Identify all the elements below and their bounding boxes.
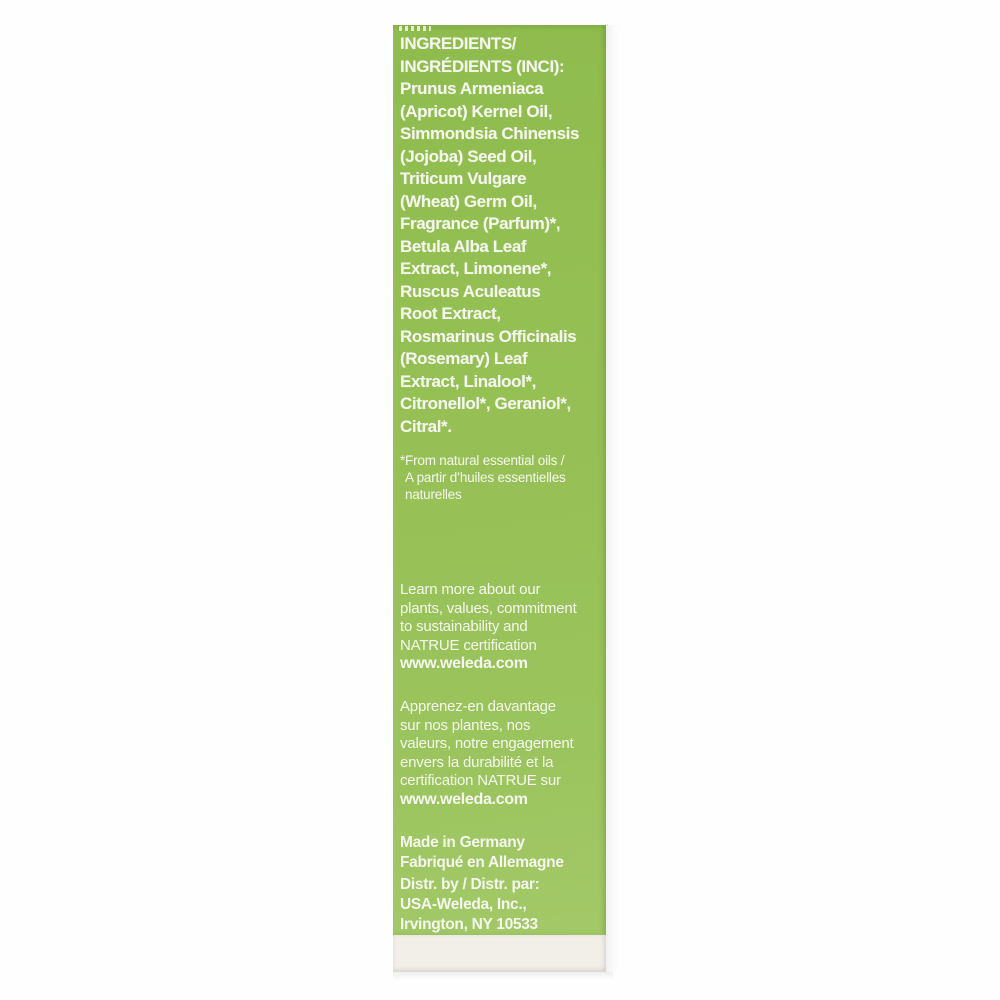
ingredient-line: (Wheat) Germ Oil, bbox=[400, 191, 537, 211]
ingredient-line: Extract, Limonene*, bbox=[400, 259, 552, 278]
box-bottom-shadow bbox=[393, 972, 613, 980]
ingredient-line: Rosmarinus Officinalis bbox=[400, 326, 577, 346]
cropped-print-artifact bbox=[399, 26, 431, 31]
box-side-shadow bbox=[606, 25, 620, 972]
essential-oils-footnote bbox=[400, 452, 604, 503]
learn-more-line: Apprenez-en davantage bbox=[400, 698, 556, 715]
learn-more-line: certification NATRUE sur bbox=[400, 772, 561, 789]
ingredient-line: Citronellol*, Geraniol*, bbox=[400, 394, 571, 413]
learn-more-line: envers la durabilité et la bbox=[400, 753, 554, 771]
product-box-back-panel bbox=[393, 25, 606, 972]
origin-statement bbox=[400, 833, 604, 873]
footnote-line: *From natural essential oils / bbox=[400, 453, 565, 468]
distributor-line: USA-Weleda, Inc., bbox=[400, 896, 527, 913]
ingredient-line: Prunus Armeniaca bbox=[400, 79, 544, 98]
footnote-line: A partir d’huiles essentielles bbox=[405, 470, 566, 485]
learn-more-line: to sustainability and bbox=[400, 618, 528, 636]
learn-more-line: plants, values, commitment bbox=[400, 599, 577, 617]
ingredient-line: (Rosemary) Leaf bbox=[400, 349, 528, 368]
distributor-line: Distr. by / Distr. par: bbox=[400, 876, 540, 893]
ingredients-heading-line: INGRÉDIENTS (INCI): bbox=[400, 56, 565, 76]
ingredient-line: (Apricot) Kernel Oil, bbox=[400, 101, 553, 121]
learn-more-english bbox=[400, 581, 604, 674]
distributor-line: Irvington, NY 10533 bbox=[400, 916, 538, 933]
ingredient-line: Triticum Vulgare bbox=[400, 169, 527, 188]
ingredient-line: Extract, Linalool*, bbox=[400, 371, 536, 391]
ingredient-line: Simmondsia Chinensis bbox=[400, 124, 580, 143]
label-green-panel bbox=[393, 25, 606, 935]
ingredients-section bbox=[400, 33, 604, 438]
website-url: www.weleda.com bbox=[400, 790, 528, 808]
ingredient-line: Root Extract, bbox=[400, 304, 501, 323]
distributor-address bbox=[400, 875, 604, 935]
ingredient-line: Ruscus Aculeatus bbox=[400, 281, 541, 301]
footnote-line: naturelles bbox=[405, 487, 462, 502]
ingredient-line: Betula Alba Leaf bbox=[400, 236, 527, 256]
origin-line: Fabriqué en Allemagne bbox=[400, 854, 564, 871]
learn-more-line: valeurs, notre engagement bbox=[400, 735, 574, 752]
learn-more-line: sur nos plantes, nos bbox=[400, 716, 531, 734]
website-url: www.weleda.com bbox=[400, 655, 528, 673]
ingredient-line: Citral*. bbox=[400, 416, 452, 436]
ingredient-line: (Jojoba) Seed Oil, bbox=[400, 146, 537, 166]
box-bottom-strip bbox=[393, 935, 606, 972]
learn-more-line: Learn more about our bbox=[400, 581, 541, 598]
origin-line: Made in Germany bbox=[400, 834, 525, 851]
learn-more-line: NATRUE certification bbox=[400, 636, 537, 654]
ingredients-heading-line: INGREDIENTS/ bbox=[400, 34, 517, 53]
learn-more-french bbox=[400, 698, 604, 809]
ingredient-line: Fragrance (Parfum)*, bbox=[400, 214, 561, 233]
